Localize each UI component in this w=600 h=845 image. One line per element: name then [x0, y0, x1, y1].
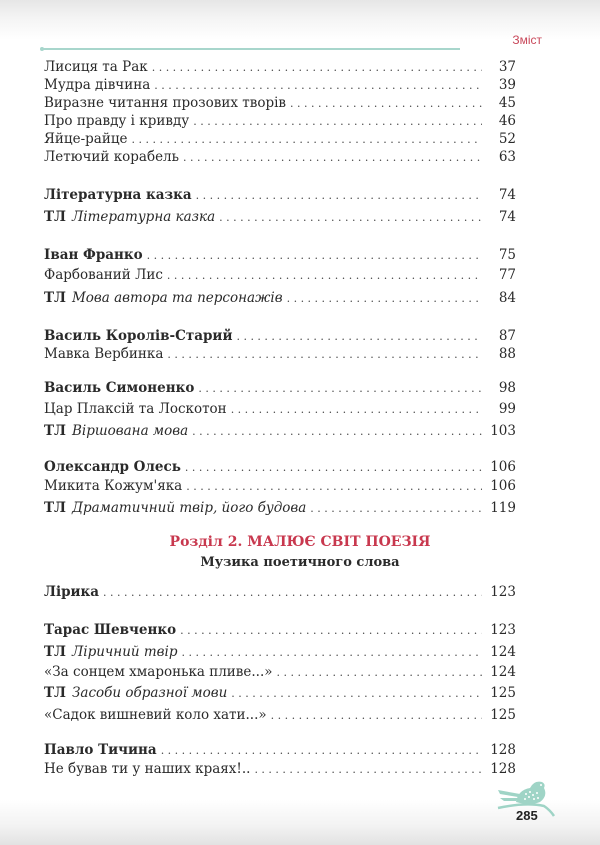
dot-leader	[183, 149, 482, 167]
toc-entry	[44, 643, 516, 661]
toc-entry-title	[44, 148, 179, 166]
toc-entry-label: Виразне читання прозових творів	[44, 95, 287, 111]
dot-leader	[180, 622, 482, 640]
toc-entry-page-number: 39	[498, 77, 516, 93]
toc-entry	[44, 400, 516, 418]
dot-leader	[231, 685, 482, 703]
toc-entry	[44, 760, 516, 778]
toc-entry	[44, 289, 516, 307]
toc-entry-page-number: 37	[498, 59, 516, 75]
toc-entry-prefix: ТЛ	[44, 685, 66, 701]
toc-entry	[44, 94, 516, 112]
toc-entry	[44, 186, 516, 204]
running-header-title: Зміст	[512, 33, 542, 47]
toc-entry-title	[44, 400, 227, 418]
toc-entry-label: Мавка Вербинка	[44, 346, 164, 362]
toc-entry-label: Василь Симоненко	[44, 380, 195, 396]
dot-leader	[192, 423, 482, 441]
toc-entry-title	[44, 345, 163, 363]
toc-entry-page-number: 84	[498, 290, 516, 306]
toc-entry	[44, 58, 516, 76]
section-title: Розділ 2. МАЛЮЄ СВІТ ПОЕЗІЯ	[169, 534, 431, 550]
toc-entry-page-number: 106	[490, 459, 516, 475]
toc-entry-page-number: 52	[498, 131, 516, 147]
toc-entry-title	[44, 208, 215, 226]
toc-entry-title	[44, 130, 128, 148]
toc-entry-label: Олександр Олесь	[44, 459, 181, 475]
toc-entry-title	[44, 379, 194, 397]
toc-entry-page-number: 123	[490, 622, 516, 638]
dot-leader	[254, 761, 482, 779]
dot-leader	[147, 247, 482, 265]
toc-entry-title	[44, 643, 178, 661]
toc-entry-title	[44, 583, 99, 601]
toc-entry-title	[44, 706, 267, 724]
section-subtitle: Музика поетичного слова	[200, 555, 400, 570]
toc-entry-label: Засоби образної мови	[71, 685, 228, 701]
toc-entry	[44, 345, 516, 363]
toc-entry-label: Драматичний твір, його будова	[71, 500, 307, 516]
toc-entry-title	[44, 289, 283, 307]
toc-entry-prefix: ТЛ	[44, 423, 66, 439]
toc-entry-title	[44, 684, 227, 702]
toc-entry	[44, 499, 516, 517]
dot-leader	[182, 644, 483, 662]
dot-leader	[287, 290, 482, 308]
toc-entry-page-number: 125	[490, 685, 516, 701]
toc-entry-prefix: ТЛ	[44, 209, 66, 225]
toc-entry-label: Літературна казка	[44, 187, 192, 203]
toc-entry-page-number: 87	[498, 328, 516, 344]
toc-entry-page-number: 45	[498, 95, 516, 111]
toc-entry-label: Летючий корабель	[44, 149, 179, 165]
toc-entry-prefix: ТЛ	[44, 290, 66, 306]
toc-entry-label: «Садок вишневий коло хати...»	[44, 707, 267, 723]
toc-entry-title	[44, 246, 143, 264]
dot-leader	[277, 664, 482, 682]
toc-entry-title	[44, 621, 176, 639]
toc-entry-page-number: 125	[490, 707, 516, 723]
toc-entry	[44, 706, 516, 724]
toc-entry-page-number: 123	[490, 584, 516, 600]
toc-entry-label: Про правду і кривду	[44, 113, 190, 129]
toc-entry	[44, 684, 516, 702]
toc-entry-label: Тарас Шевченко	[44, 622, 177, 638]
toc-entry-prefix: ТЛ	[44, 644, 66, 660]
toc-entry-page-number: 128	[490, 742, 516, 758]
toc-entry	[44, 148, 516, 166]
dot-leader	[167, 267, 482, 285]
dot-leader	[219, 209, 482, 227]
toc-entry-page-number: 88	[498, 346, 516, 362]
toc-entry	[44, 621, 516, 639]
toc-entry-page-number: 98	[498, 380, 516, 396]
toc-entry-title	[44, 76, 150, 94]
toc-entry-label: Лірика	[44, 584, 100, 600]
toc-entry-page-number: 124	[490, 644, 516, 660]
dot-leader	[310, 500, 482, 518]
toc-entry	[44, 422, 516, 440]
toc-entry	[44, 76, 516, 94]
toc-entry-page-number: 63	[498, 149, 516, 165]
dot-leader	[167, 346, 482, 364]
toc-entry-label: Фарбований Лис	[44, 267, 163, 283]
toc-entry-label: Мова автора та персонажів	[71, 290, 283, 306]
toc-entry-title	[44, 327, 232, 345]
toc-entry-label: Мудра дівчина	[44, 77, 151, 93]
toc-entry	[44, 112, 516, 130]
toc-entry-title	[44, 58, 148, 76]
toc-entry-label: Лисиця та Рак	[44, 59, 148, 75]
dot-leader	[132, 131, 483, 149]
dot-leader	[103, 584, 482, 602]
toc-entry-page-number: 106	[490, 478, 516, 494]
dot-leader	[236, 328, 482, 346]
page-number: 285	[516, 808, 538, 823]
toc-entry	[44, 327, 516, 345]
toc-entry-page-number: 128	[490, 761, 516, 777]
toc-entry	[44, 741, 516, 759]
toc-entry-title	[44, 422, 188, 440]
toc-entry-label: «За сонцем хмаронька пливе...»	[44, 664, 273, 680]
toc-entry	[44, 583, 516, 601]
toc-entry	[44, 663, 516, 681]
dot-leader	[186, 478, 482, 496]
toc-entry-page-number: 99	[498, 401, 516, 417]
toc-entry-title	[44, 663, 273, 681]
toc-entry-label: Ліричний твір	[71, 644, 178, 660]
toc-entry-title	[44, 760, 250, 778]
dot-leader	[154, 77, 482, 95]
toc-entry-page-number: 75	[498, 247, 516, 263]
toc-entry-label: Павло Тичина	[44, 742, 157, 758]
toc-entry	[44, 208, 516, 226]
dot-leader	[161, 742, 482, 760]
dot-leader	[185, 459, 482, 477]
toc-entry-label: Василь Королів-Старий	[44, 328, 233, 344]
toc-entry	[44, 266, 516, 284]
toc-entry-prefix: ТЛ	[44, 500, 66, 516]
toc-entry	[44, 246, 516, 264]
toc-entry-page-number: 74	[498, 187, 516, 203]
toc-entry-label: Іван Франко	[44, 247, 143, 263]
toc-entry-title	[44, 266, 163, 284]
toc-entry-page-number: 46	[498, 113, 516, 129]
toc-entry	[44, 458, 516, 476]
toc-entry-label: Віршована мова	[71, 423, 189, 439]
dot-leader	[152, 59, 482, 77]
toc-entry	[44, 130, 516, 148]
toc-entry-title	[44, 112, 189, 130]
dot-leader	[196, 187, 482, 205]
toc-entry-label: Цар Плаксій та Лоскотон	[44, 401, 227, 417]
toc-entry-title	[44, 94, 286, 112]
toc-entry-title	[44, 477, 182, 495]
dot-leader	[193, 113, 482, 131]
toc-entry-title	[44, 186, 192, 204]
toc-entry-page-number: 103	[490, 423, 516, 439]
toc-entry-label: Не бував ти у наших краях!..	[44, 761, 251, 777]
dot-leader	[271, 707, 482, 725]
toc-entry	[44, 379, 516, 397]
dot-leader	[231, 401, 482, 419]
toc-entry-page-number: 124	[490, 664, 516, 680]
toc-entry-label: Яйце-райце	[44, 131, 128, 147]
toc-entry-title	[44, 741, 157, 759]
toc-entry-page-number: 74	[498, 209, 516, 225]
toc-entry-page-number: 77	[498, 267, 516, 283]
dot-leader	[198, 380, 482, 398]
toc-entry	[44, 477, 516, 495]
dot-leader	[290, 95, 482, 113]
toc-entry-title	[44, 499, 306, 517]
toc-entry-page-number: 119	[490, 500, 516, 516]
header-rule	[42, 48, 460, 50]
toc-entry-title	[44, 458, 181, 476]
toc-entry-label: Микита Кожум'яка	[44, 478, 183, 494]
toc-entry-label: Літературна казка	[71, 209, 216, 225]
